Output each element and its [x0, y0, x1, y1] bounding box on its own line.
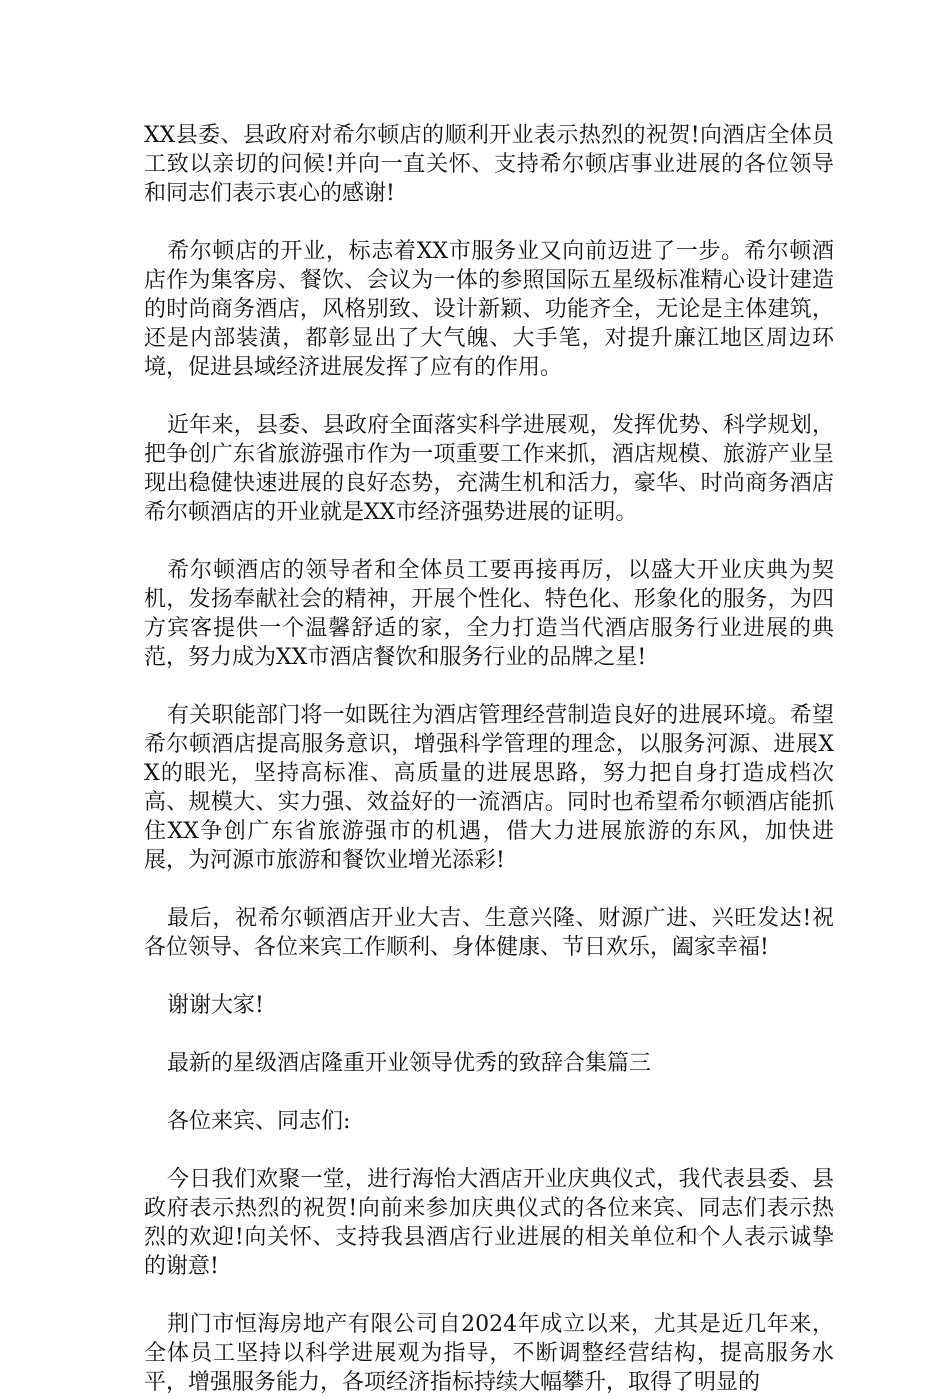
paragraph: 希尔顿酒店的领导者和全体员工要再接再厉，以盛大开业庆典为契机，发扬奉献社会的精神，开展个性化、特色化、形象化的服务，为四方宾客提供一个温馨舒适的家，全力打造当代酒店服务行业进展的典范，努力成为XX市酒店餐饮和服务行业的品牌之星!	[144, 558, 834, 670]
paragraph: 有关职能部门将一如既往为酒店管理经营制造良好的进展环境。希望希尔顿酒店提高服务意识，增强科学管理的理念，以服务河源、进展XX的眼光，坚持高标准、高质量的进展思路，努力把自身打造成档次高、规模大、实力强、效益好的一流酒店。同时也希望希尔顿酒店能抓住XX争创广东省旅游强市的机遇，借大力进展旅游的东风，加快进展，为河源市旅游和餐饮业增光添彩!	[144, 703, 834, 873]
paragraph: XX县委、县政府对希尔顿店的顺利开业表示热烈的祝贺!向酒店全体员工致以亲切的问候!并向一直关怀、支持希尔顿店事业进展的各位领导和同志们表示衷心的感谢!	[144, 123, 834, 206]
document-body	[144, 121, 834, 1397]
paragraph: 谢谢大家!	[167, 993, 264, 1018]
paragraph: 今日我们欢聚一堂，进行海怡大酒店开业庆典仪式，我代表县委、县政府表示热烈的祝贺!向前来参加庆典仪式的各位来宾、同志们表示热烈的欢迎!向关怀、支持我县酒店行业进展的相关单位和个人表示诚挚的谢意!	[144, 1167, 834, 1279]
paragraph: 近年来，县委、县政府全面落实科学进展观，发挥优势、科学规划，把争创广东省旅游强市作为一项重要工作来抓，酒店规模、旅游产业呈现出稳健快速进展的良好态势，充满生机和活力，豪华、时尚商务酒店 希尔顿酒店的开业就是XX市经济强势进展的证明。	[144, 413, 834, 525]
paragraph: 希尔顿店的开业，标志着XX市服务业又向前迈进了一步。希尔顿酒店作为集客房、餐饮、会议为一体的参照国际五星级标准精心设计建造的时尚商务酒店，风格别致、设计新颖、功能齐全，无论是主体建筑，还是内部装潢，都彰显出了大气魄、大手笔，对提升廉江地区周边环境，促进县域经济进展发挥了应有的作用。	[144, 239, 834, 380]
paragraph: 荆门市恒海房地产有限公司自2024年成立以来，尤其是近几年来，全体员工坚持以科学进展观为指导，不断调整经营结构，提高服务水平，增强服务能力，各项经济指标持续大幅攀升，取得了明显的	[144, 1312, 834, 1395]
salutation: 各位来宾、同志们:	[167, 1109, 351, 1134]
paragraph: 最后，祝希尔顿酒店开业大吉、生意兴隆、财源广进、兴旺发达!祝各位领导、各位来宾工作顺利、身体健康、节日欢乐，阖家幸福!	[144, 906, 834, 960]
section-heading: 最新的星级酒店隆重开业领导优秀的致辞合集篇三	[167, 1051, 652, 1076]
